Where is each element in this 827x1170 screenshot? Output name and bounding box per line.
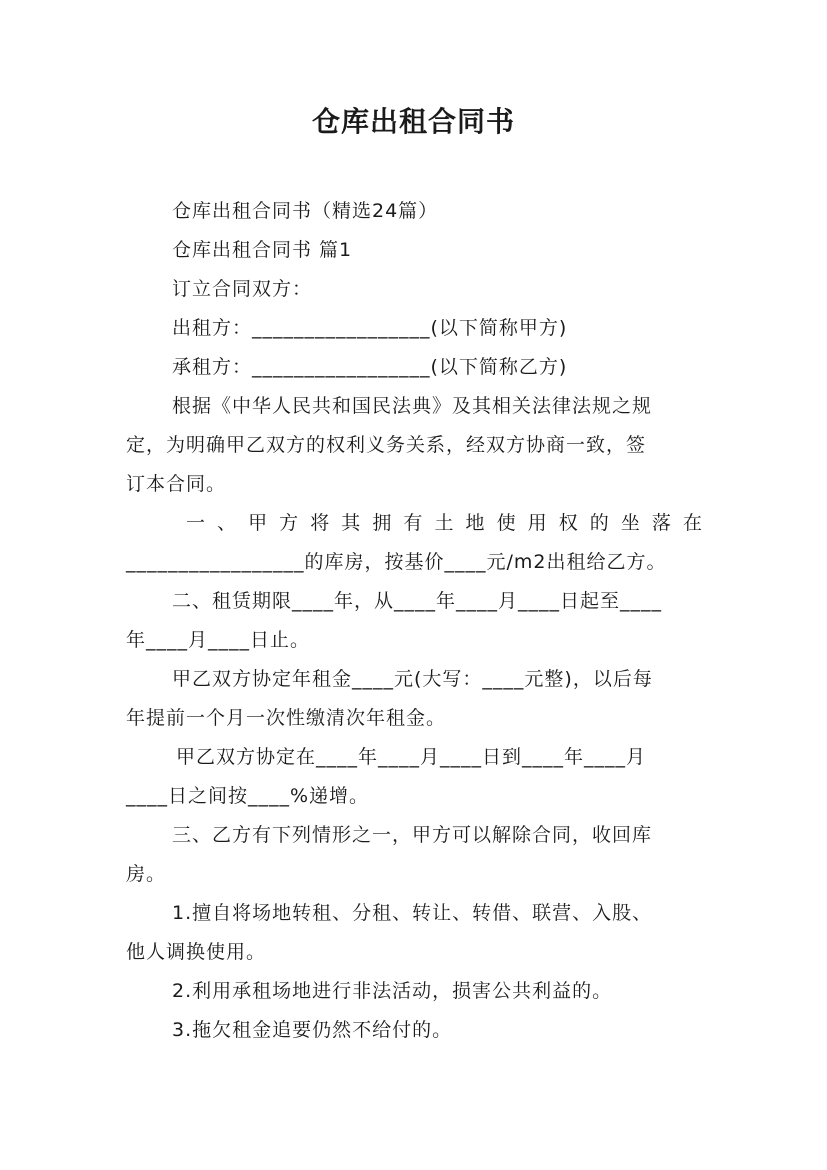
subtitle-line: 仓库出租合同书（精选24篇） (172, 200, 439, 222)
paragraph-line: 根据《中华人民共和国民法典》及其相关法律法规之规 (172, 395, 653, 417)
section-heading: 仓库出租合同书 篇1 (172, 239, 353, 261)
increase-line: ____日之间按____%递增。 (126, 785, 370, 807)
lessor-line: 出租方：_________________(以下简称甲方) (172, 317, 568, 339)
rent-line: 年提前一个月一次性缴清次年租金。 (126, 707, 447, 729)
paragraph-line: 订本合同。 (126, 473, 227, 495)
list-item: 1.擅自将场地转租、分租、转让、转借、联营、入股、 (172, 902, 653, 924)
increase-line: 甲乙双方协定在____年____月____日到____年____月 (176, 746, 647, 768)
rent-line: 甲乙双方协定年租金____元(大写：____元整)，以后每 (172, 668, 653, 690)
paragraph-line: 定，为明确甲乙双方的权利义务关系，经双方协商一致，签 (126, 434, 647, 456)
list-item: 他人调换使用。 (126, 941, 267, 963)
clause-one-line: 一 、 甲 方 将 其 拥 有 土 地 使 用 权 的 坐 落 在 (186, 512, 702, 534)
clause-two-line: 二、租赁期限____年，从____年____月____日起至____ (172, 590, 663, 612)
lessee-line: 承租方：_________________(以下简称乙方) (172, 356, 568, 378)
list-item: 2.利用承租场地进行非法活动，损害公共利益的。 (172, 980, 613, 1002)
clause-one-line: _________________的库房，按基价____元/m2出租给乙方。 (126, 551, 667, 573)
clause-three-line: 三、乙方有下列情形之一，甲方可以解除合同，收回库 (172, 824, 653, 846)
parties-heading: 订立合同双方： (172, 278, 313, 300)
clause-two-line: 年____月____日止。 (126, 629, 311, 651)
clause-three-line: 房。 (126, 863, 167, 885)
document-title: 仓库出租合同书 (311, 105, 515, 138)
list-item: 3.拖欠租金追要仍然不给付的。 (172, 1019, 453, 1041)
